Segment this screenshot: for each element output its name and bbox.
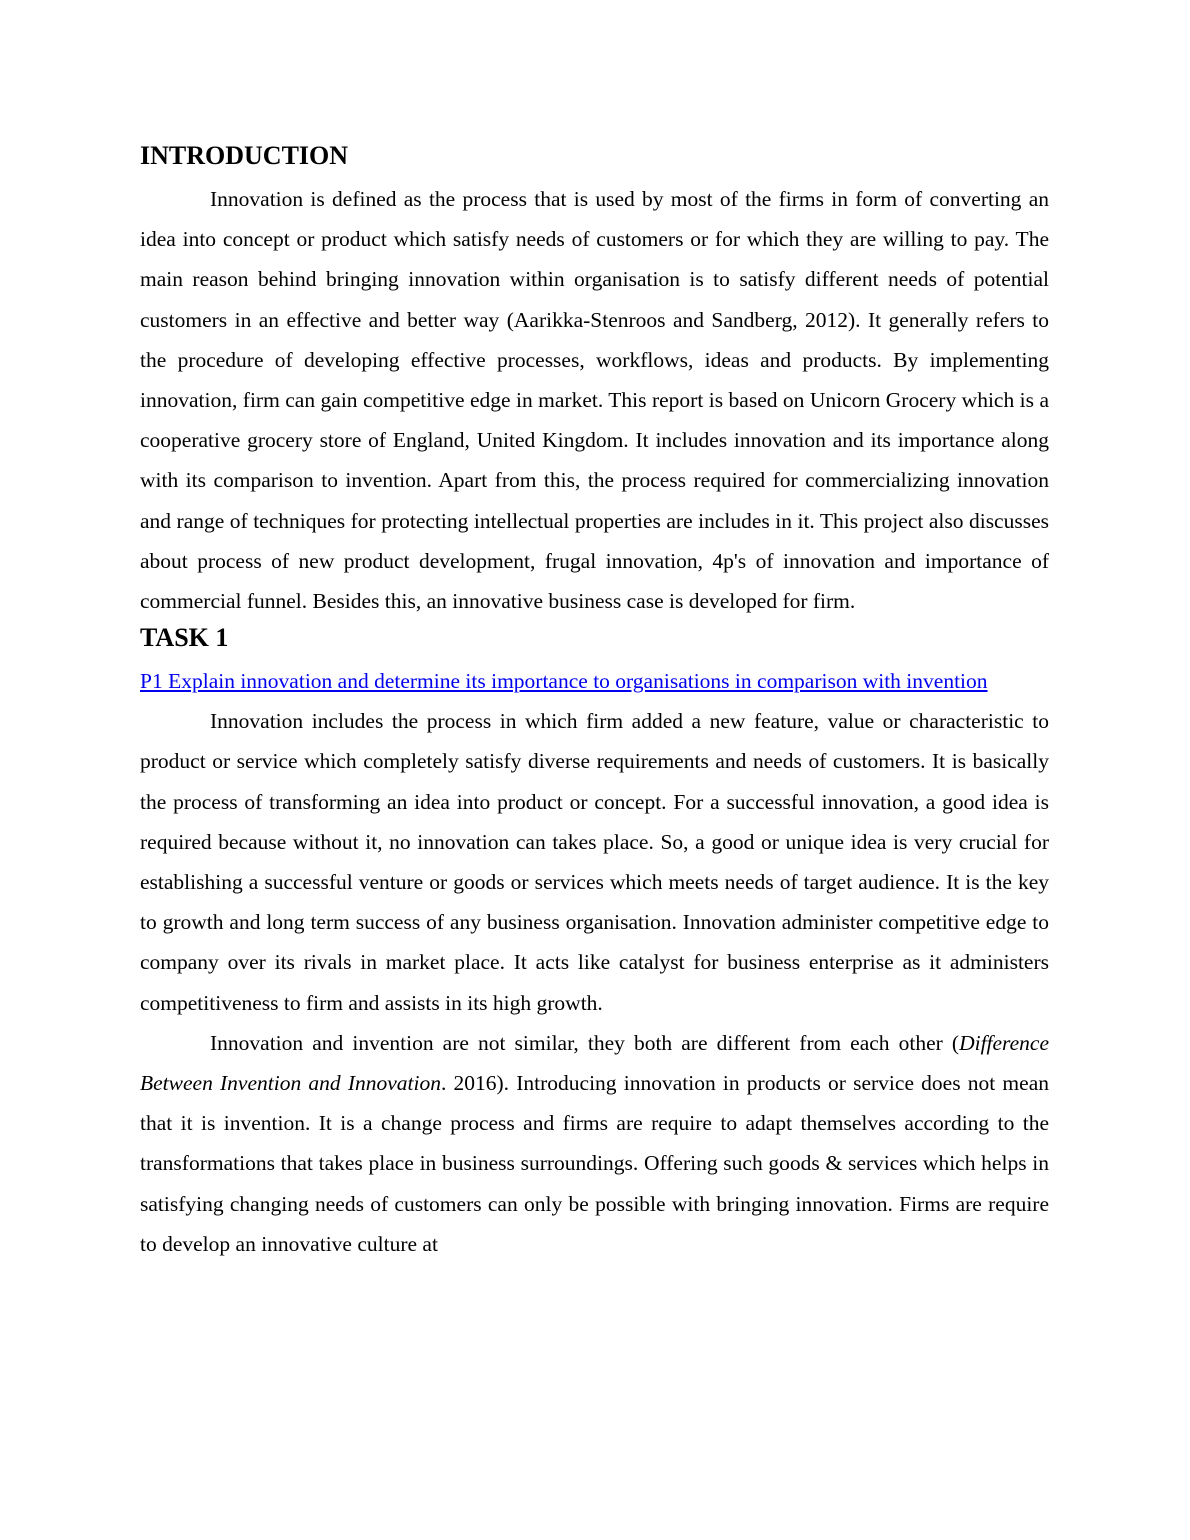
p1-section-link[interactable]: P1 Explain innovation and determine its importance to organisations in comparison with invention [140, 669, 988, 694]
document-page [140, 139, 1049, 1264]
paragraph-2-text-start: Innovation and invention are not similar, they both are different from each other ( [210, 1030, 960, 1055]
task1-paragraph-2 [140, 1023, 1049, 1264]
task-1-heading: TASK 1 [140, 623, 229, 653]
paragraph-2-text-end: . 2016). Introducing innovation in products or service does not mean that it is invention. It is a change process and firms are require to adapt themselves according to the transformations that takes place in business surroundings. Offering such goods & services which helps in satisfying changing needs of customers can only be possible with bringing innovation. Firms are require to develop an innovative culture at [140, 1071, 1049, 1256]
introduction-paragraph: Innovation is defined as the process that is used by most of the firms in form of converting an idea into concept or product which satisfy needs of customers or for which they are willing to pay. The main reason behind bringing innovation within organisation is to satisfy different needs of potential customers in an effective and better way (Aarikka-Stenroos and Sandberg, 2012). It generally refers to the procedure of developing effective processes, workflows, ideas and products. By implementing innovation, firm can gain competitive edge in market. This report is based on Unicorn Grocery which is a cooperative grocery store of England, United Kingdom. It includes innovation and its importance along with its comparison to invention. Apart from this, the process required for commercializing innovation and range of techniques for protecting intellectual properties are includes in it. This project also discusses about process of new product development, frugal innovation, 4p's of innovation and importance of commercial funnel. Besides this, an innovative business case is developed for firm. [140, 187, 1049, 614]
introduction-heading: INTRODUCTION [140, 141, 349, 170]
citation-title: Difference Between Invention and Innovation [140, 1030, 1049, 1096]
task1-paragraph-1: Innovation includes the process in which firm added a new feature, value or characteristic to product or service which completely satisfy diverse requirements and needs of customers. It is basically the process of transforming an idea into product or concept. For a successful innovation, a good idea is required because without it, no innovation can takes place. So, a good or unique idea is very crucial for establishing a successful venture or goods or services which meets needs of target audience. It is the key to growth and long term success of any business organisation. Innovation administer competitive edge to company over its rivals in market place. It acts like catalyst for business enterprise as it administers competitiveness to firm and assists in its high growth. [140, 709, 1049, 1015]
